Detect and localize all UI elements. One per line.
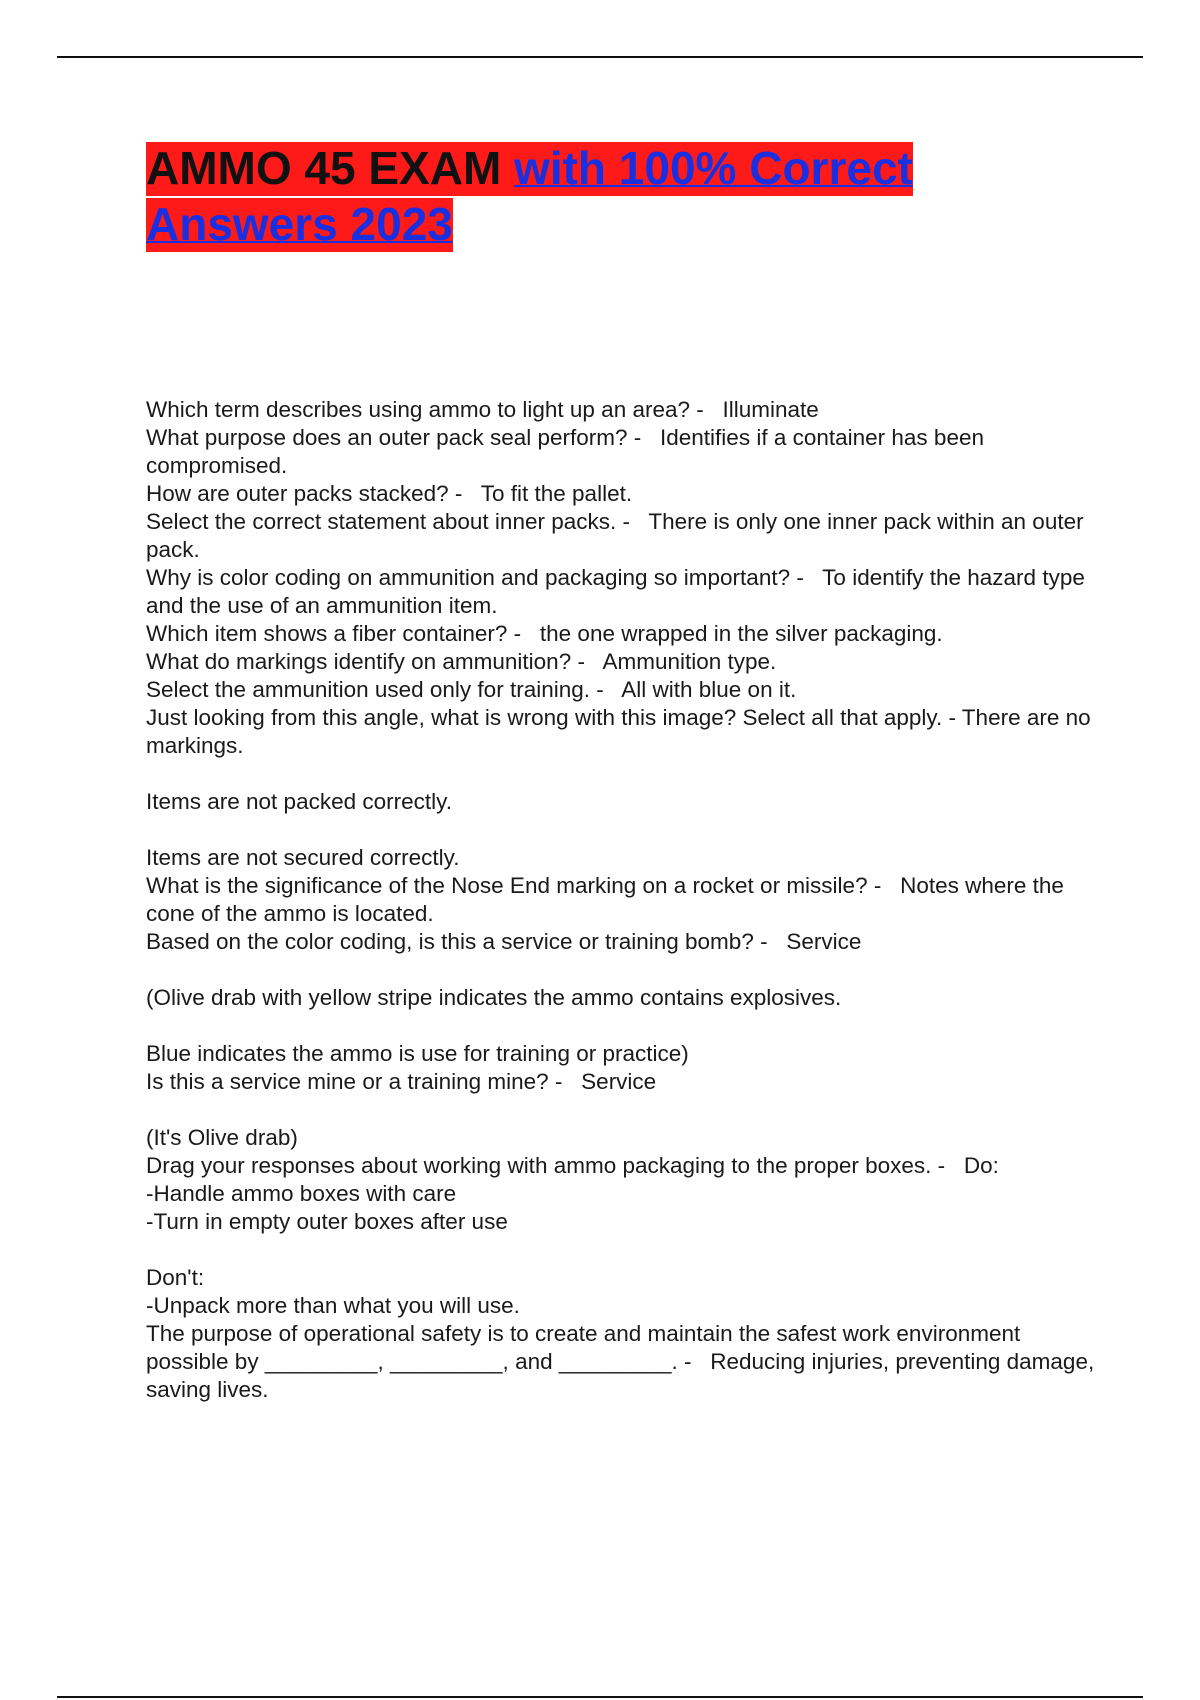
blank-line	[146, 760, 1096, 788]
blank-line	[146, 1096, 1096, 1124]
qa-line: -Handle ammo boxes with care	[146, 1181, 457, 1206]
qa-line: Which item shows a fiber container? - the one wrapped in the silver packaging.	[146, 621, 943, 646]
qa-line: Select the correct statement about inner packs. - There is only one inner pack within an outer pack.	[146, 509, 1090, 562]
qa-line: Is this a service mine or a training mine? - Service	[146, 1069, 657, 1094]
blank-line	[146, 1236, 1096, 1264]
qa-line: Items are not secured correctly.	[146, 845, 460, 870]
qa-line: -Turn in empty outer boxes after use	[146, 1209, 508, 1234]
qa-line: -Unpack more than what you will use.	[146, 1293, 520, 1318]
qa-line: Why is color coding on ammunition and packaging so important? - To identify the hazard type and the use of an ammunition item.	[146, 565, 1092, 618]
blank-line	[146, 1012, 1096, 1040]
footer-rule	[57, 1696, 1143, 1698]
qa-line: How are outer packs stacked? - To fit the pallet.	[146, 481, 633, 506]
qa-line: The purpose of operational safety is to create and maintain the safest work environment possible by _________, _________, and _________. - Reducing injuries, preventing damage, saving lives.	[146, 1321, 1101, 1402]
qa-line: Just looking from this angle, what is wrong with this image? Select all that apply. - There are no markings.	[146, 705, 1097, 758]
document-body	[146, 396, 1101, 1404]
title-link[interactable]: with 100% Correct Answers 2023	[146, 142, 913, 250]
title-main: AMMO 45 EXAM	[146, 142, 515, 194]
qa-line: What do markings identify on ammunition? - Ammunition type.	[146, 649, 777, 674]
qa-line: (It's Olive drab)	[146, 1125, 298, 1150]
qa-line: Which term describes using ammo to light up an area? - Illuminate	[146, 397, 819, 422]
header-rule	[57, 56, 1143, 58]
qa-line: What is the significance of the Nose End marking on a rocket or missile? - Notes where the cone of the ammo is located.	[146, 873, 1071, 926]
qa-line: Don't:	[146, 1265, 205, 1290]
blank-line	[146, 816, 1096, 844]
blank-line	[146, 956, 1096, 984]
qa-line: What purpose does an outer pack seal perform? - Identifies if a container has been compromised.	[146, 425, 991, 478]
page-title	[146, 140, 1046, 252]
qa-line: Based on the color coding, is this a service or training bomb? - Service	[146, 929, 862, 954]
qa-line: Select the ammunition used only for training. - All with blue on it.	[146, 677, 797, 702]
qa-line: (Olive drab with yellow stripe indicates the ammo contains explosives.	[146, 985, 842, 1010]
qa-line: Blue indicates the ammo is use for training or practice)	[146, 1041, 689, 1066]
qa-line: Drag your responses about working with ammo packaging to the proper boxes. - Do:	[146, 1153, 999, 1178]
qa-line: Items are not packed correctly.	[146, 789, 452, 814]
